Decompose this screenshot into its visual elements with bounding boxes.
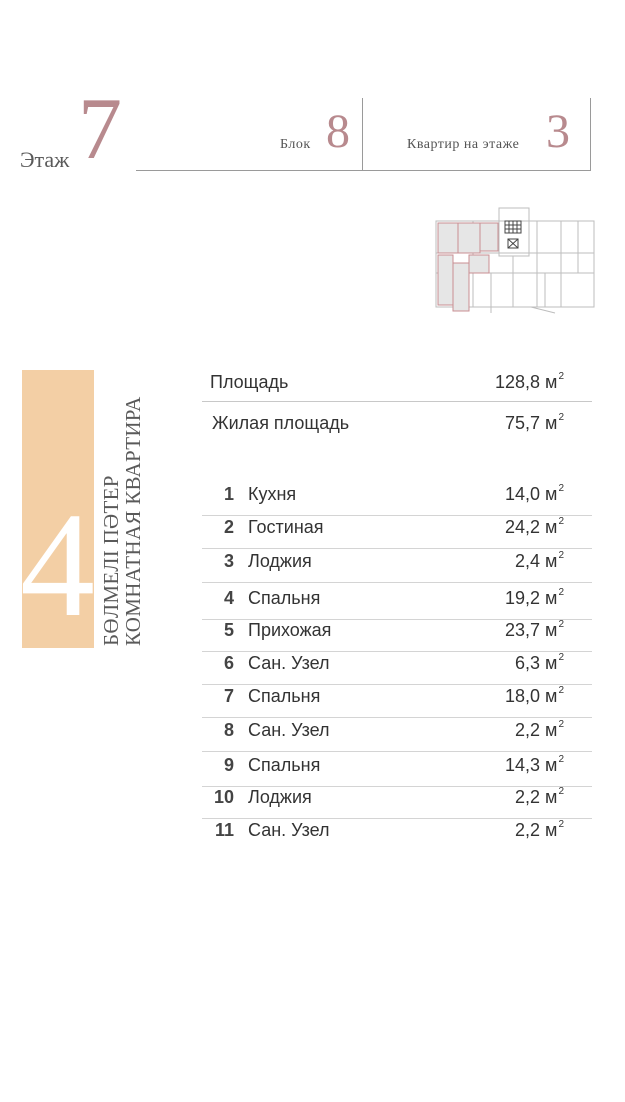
room-area: 14,0 $м^2$: [505, 483, 564, 504]
row-divider: [202, 818, 592, 819]
room-number: 8: [223, 720, 234, 740]
room-number: 1: [223, 484, 234, 504]
room-name: Сан. Узел: [248, 820, 330, 840]
apartments-per-floor-number: 3: [546, 105, 570, 158]
room-name: Сан. Узел: [248, 720, 330, 740]
room-number: 4: [223, 588, 234, 608]
floor-plan-image: [433, 205, 598, 317]
room-area: 2,2 $м^2$: [515, 719, 564, 740]
living-area-label: Жилая площадь: [212, 413, 350, 433]
room-row: [202, 484, 592, 516]
room-number: 7: [223, 686, 234, 706]
total-area-label: Площадь: [210, 372, 289, 392]
row-divider: [202, 717, 592, 718]
room-row: [202, 787, 592, 819]
room-name: Сан. Узел: [248, 653, 330, 673]
room-name: Спальня: [248, 686, 321, 706]
floor-number: 7: [78, 81, 122, 178]
room-name: Спальня: [248, 755, 321, 775]
total-area-value: 128,8 $м^2$: [495, 371, 564, 392]
room-row: [202, 517, 592, 549]
room-area: 2,4 $м^2$: [515, 550, 564, 571]
row-divider: [202, 751, 592, 752]
room-row: [202, 588, 592, 620]
header-separator-1: [362, 98, 363, 170]
room-count-number: 4: [20, 482, 95, 648]
header-separator-2: [590, 98, 591, 170]
row-divider: [202, 684, 592, 685]
room-row: [202, 720, 592, 752]
room-number: 6: [223, 653, 234, 673]
room-row: [202, 653, 592, 685]
room-row: [202, 551, 592, 583]
room-row: [202, 820, 592, 852]
room-name: Лоджия: [248, 787, 312, 807]
living-area-value: 75,7 $м^2$: [505, 412, 564, 433]
room-name: Лоджия: [248, 551, 312, 571]
room-number: 11: [214, 820, 234, 840]
room-name: Спальня: [248, 588, 321, 608]
apartments-per-floor-label: Квартир на этаже: [407, 137, 520, 152]
room-name: Прихожая: [248, 620, 332, 640]
room-area: 6,3 $м^2$: [515, 652, 564, 673]
room-number: 9: [223, 755, 234, 775]
room-area: 2,2 $м^2$: [515, 819, 564, 840]
row-divider: [202, 582, 592, 583]
room-row: [202, 620, 592, 652]
room-row: [202, 686, 592, 718]
room-number: 3: [223, 551, 234, 571]
room-number: 5: [223, 620, 234, 640]
floor-label: Этаж: [20, 147, 70, 172]
room-area: 18,0 $м^2$: [505, 685, 564, 706]
room-area: 14,3 $м^2$: [505, 754, 564, 775]
block-number: 8: [326, 105, 350, 158]
room-area: 19,2 $м^2$: [505, 587, 564, 608]
room-area: 2,2 $м^2$: [515, 786, 564, 807]
apartment-type-ru: КОМНАТНАЯ КВАРТИРА: [121, 396, 145, 646]
row-divider: [202, 515, 592, 516]
row-divider: [202, 651, 592, 652]
room-area: 23,7 $м^2$: [505, 619, 564, 640]
room-number: 2: [223, 517, 234, 537]
room-row: [202, 755, 592, 787]
room-name: Гостиная: [248, 517, 324, 537]
block-label: Блок: [280, 137, 311, 152]
apartment-type-label: [100, 396, 144, 646]
header-divider: [136, 170, 591, 171]
room-name: Кухня: [248, 484, 297, 504]
row-divider: [202, 548, 592, 549]
room-number: 10: [213, 787, 234, 807]
summary-divider: [202, 401, 592, 402]
apartment-type-kz: БӨЛМЕЛІ ПӘТЕР: [99, 475, 123, 646]
room-area: 24,2 $м^2$: [505, 516, 564, 537]
